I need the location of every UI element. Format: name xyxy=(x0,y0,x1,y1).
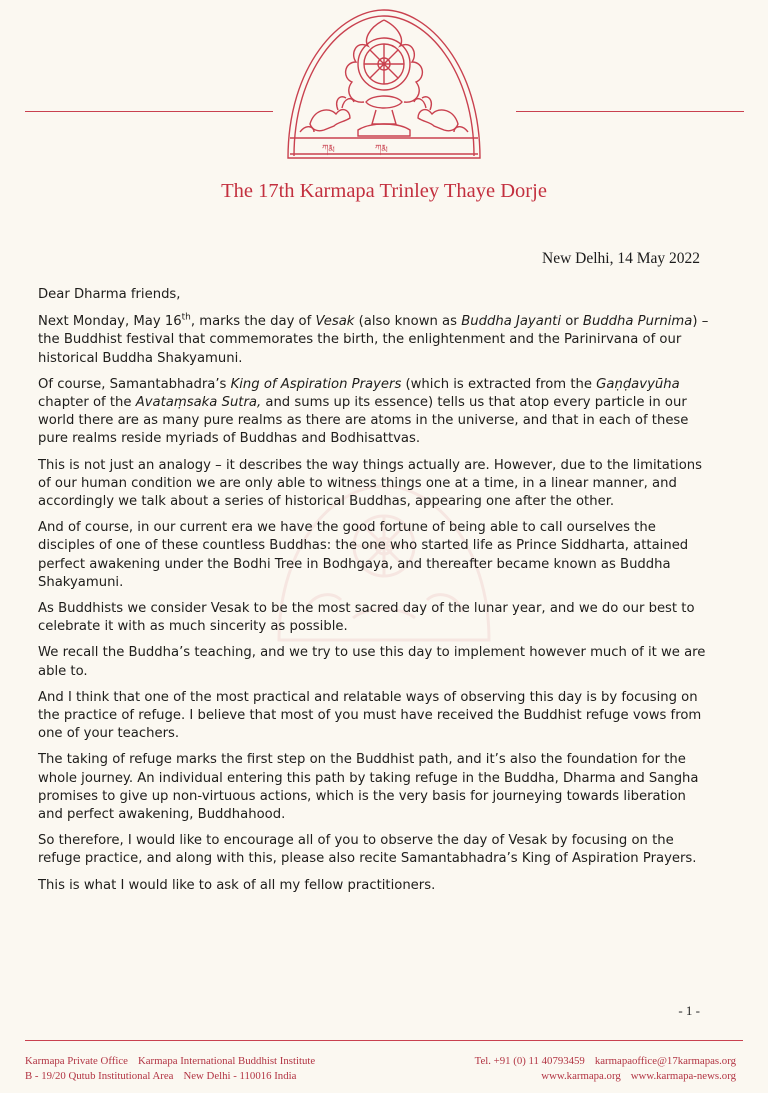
dateline: New Delhi, 14 May 2022 xyxy=(542,250,700,267)
footer-address-line: B - 19/20 Qutub Institutional Area xyxy=(25,1069,174,1082)
paragraph-1 xyxy=(38,313,710,368)
p2-gandavyuha: Gaṇḍavyūha xyxy=(596,376,680,392)
paragraph-6: We recall the Buddha’s teaching, and we try to use this day to implement however much of it we are able to. xyxy=(38,645,706,679)
p2-text-c: chapter of the xyxy=(38,395,136,411)
footer-office-private: Karmapa Private Office xyxy=(25,1055,128,1067)
header-rule-right xyxy=(516,111,744,112)
footer-news-website-link[interactable]: www.karmapa-news.org xyxy=(630,1069,736,1082)
footer-website-link[interactable]: www.karmapa.org xyxy=(541,1069,621,1082)
paragraph-10: This is what I would like to ask of all my fellow practitioners. xyxy=(38,877,436,893)
p1-text-d: or xyxy=(561,314,583,330)
p2-king-of-aspiration: King of Aspiration Prayers xyxy=(230,376,402,392)
paragraph-3: This is not just an analogy – it describes the way things actually are. However, due to the limitations of our human condition we are only able to witness things one at a time, in a linear manner, and accordingly we talk about a series of historical Buddhas, appearing one after the other. xyxy=(38,457,702,510)
paragraph-4: And of course, in our current era we have the good fortune of being able to call ourselves the disciples of one of these countless Buddhas: the one who started life as Prince Siddharta, attained perfect awakening under the Bodhi Tree in Bodhgaya, and thereafter became known as Buddha Shakyamuni. xyxy=(38,520,689,590)
letter-body xyxy=(38,286,710,903)
paragraph-7: And I think that one of the most practical and relatable ways of observing this day is by focusing on the practice of refuge. I believe that most of you must have received the Buddhist refuge vows from one of your teachers. xyxy=(38,689,702,742)
p1-superscript: th xyxy=(181,312,191,323)
paragraph-2 xyxy=(38,376,710,449)
page-number: - 1 - xyxy=(678,1003,700,1018)
header-rule-left xyxy=(25,111,273,112)
p1-buddha-purnima: Buddha Purnima xyxy=(582,314,693,330)
footer-city-line: New Delhi - 110016 India xyxy=(183,1069,297,1082)
emblem-inscription-center: ཀརྨ xyxy=(375,144,388,154)
p2-text-a: Of course, Samantabhadra’s xyxy=(38,376,231,392)
p1-text-a: Next Monday, May 16 xyxy=(38,314,182,330)
p1-buddha-jayanti: Buddha Jayanti xyxy=(461,314,562,330)
p1-text-c: (also known as xyxy=(354,314,462,330)
footer-address xyxy=(25,1054,315,1083)
footer-office-institute: Karmapa International Buddhist Institute xyxy=(137,1055,316,1067)
p2-text-b: (which is extracted from the xyxy=(401,376,597,392)
footer-contact xyxy=(475,1054,736,1083)
paragraph-5: As Buddhists we consider Vesak to be the most sacred day of the lunar year, and we do our best to celebrate it with as much sincerity as possible. xyxy=(38,601,695,635)
footer-rule xyxy=(25,1040,743,1041)
sender-title: The 17th Karmapa Trinley Thaye Dorje xyxy=(221,180,547,202)
dharma-wheel-emblem-icon xyxy=(280,6,488,166)
p1-text-b: , marks the day of xyxy=(190,314,316,330)
paragraph-8: The taking of refuge marks the first step on the Buddhist path, and it’s also the foundation for the whole journey. An individual entering this path by taking refuge in the Buddha, Dharma and Sangha promises to give up non-virtuous actions, which is the very basis for journeying towards liberation and perfect awakening, Buddhahood. xyxy=(38,752,699,823)
p2-avatamsaka: Avataṃsaka Sutra, xyxy=(135,395,262,411)
emblem-inscription-left: ཀརྨ xyxy=(322,144,335,154)
p2-text-d: and sums up its essence) tells us that atop every particle in our world there are as many pure realms as there are atoms in the universe, and that in each of these pure realms reside myriads of Buddhas and Bodhisattvas. xyxy=(38,395,689,447)
salutation: Dear Dharma friends, xyxy=(38,287,181,302)
paragraph-9: So therefore, I would like to encourage all of you to observe the day of Vesak by focusing on the refuge practice, and along with this, please also recite Samantabhadra’s King of Aspiration Prayers. xyxy=(38,833,697,867)
p1-vesak: Vesak xyxy=(315,314,355,330)
p1-text-e: ) – the Buddhist festival that commemorates the birth, the enlightenment and the Parinirvana of our historical Buddha Shakyamuni. xyxy=(38,314,709,366)
footer-telephone: Tel. +91 (0) 11 40793459 xyxy=(474,1055,585,1067)
footer-email-link[interactable]: karmapaoffice@17karmapas.org xyxy=(594,1055,736,1067)
